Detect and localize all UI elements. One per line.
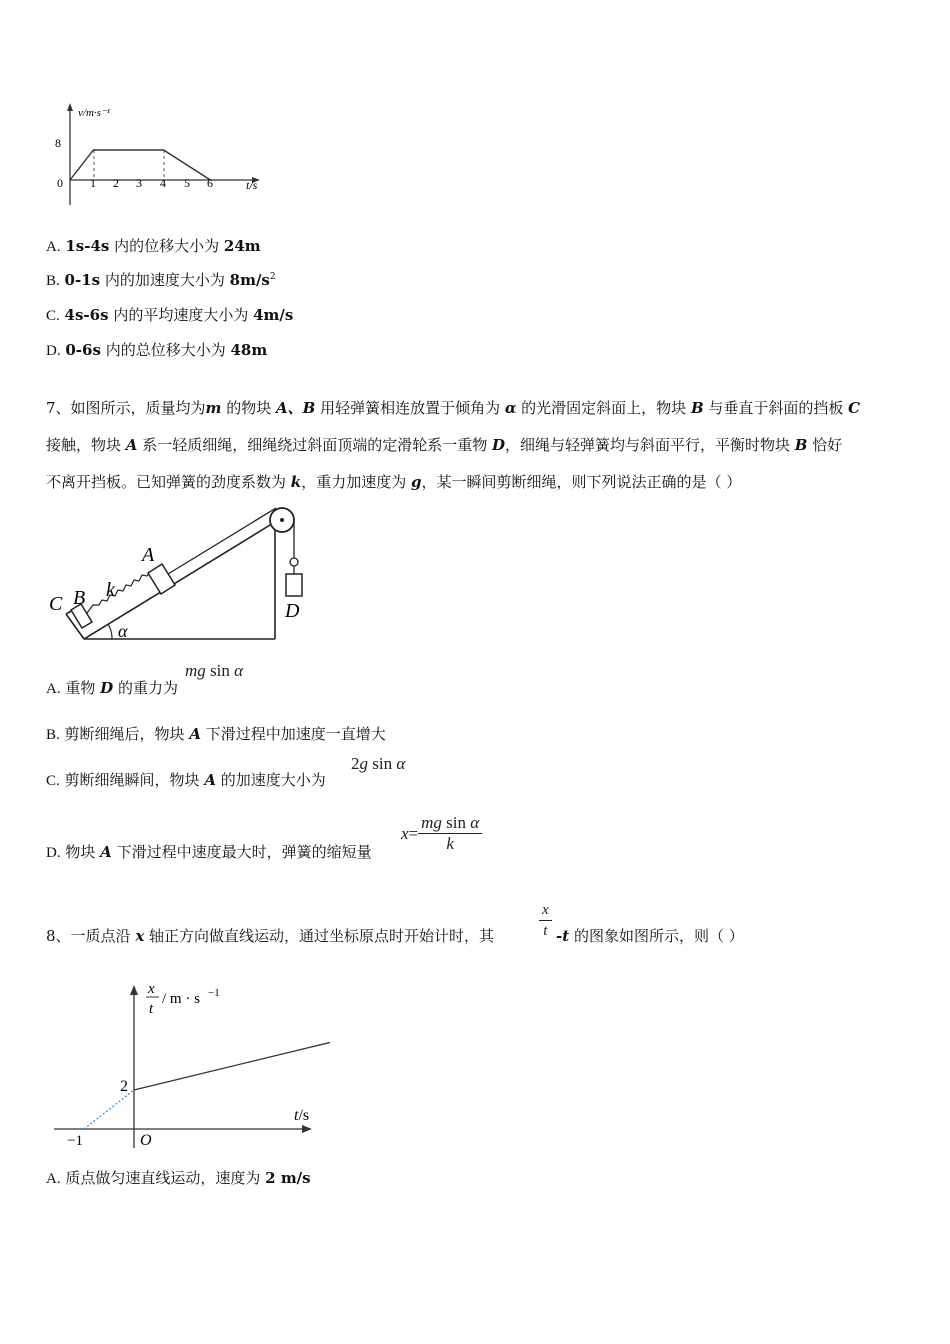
q7-option-d-formula: x = $\frac{\text{mg sin α}}{k}$ bbox=[401, 813, 482, 854]
q6-y-arrow bbox=[67, 103, 73, 111]
label-b: B bbox=[73, 587, 86, 609]
var-b: B bbox=[794, 436, 808, 454]
q6-y-tick-8: 8 bbox=[55, 136, 61, 150]
spring-k bbox=[87, 571, 151, 613]
q8-data-line bbox=[134, 1026, 330, 1090]
option-letter: B. bbox=[46, 727, 60, 743]
q8-extrapolated-line bbox=[84, 1090, 134, 1129]
stem-text: 不离开挡板。已知弹簧的劲度系数为 bbox=[46, 473, 291, 491]
q6-option-a[interactable] bbox=[46, 235, 261, 256]
option-superscript: 2 bbox=[269, 272, 276, 282]
q7-option-c-formula: 2g sin α bbox=[351, 754, 406, 773]
label-a: A bbox=[142, 544, 155, 566]
q8-origin: O bbox=[140, 1132, 152, 1149]
stem-text: 用轻弹簧相连放置于倾角为 bbox=[315, 399, 505, 417]
option-text: 重物 bbox=[65, 679, 101, 697]
q6-x-tick-3: 3 bbox=[136, 176, 142, 190]
q7-option-a-formula: mg sin α bbox=[185, 661, 244, 680]
stem-text: 的图象如图所示，则（ ） bbox=[569, 927, 744, 945]
q8-y-arrow bbox=[130, 985, 138, 995]
q7-option-d[interactable] bbox=[46, 841, 372, 862]
q7-stem-line-3 bbox=[46, 471, 741, 492]
q6-x-tick-4: 4 bbox=[160, 176, 166, 190]
q8-x-tick-neg1: −1 bbox=[67, 1133, 83, 1149]
stem-text: ，某一瞬间剪断细绳，则下列说法正确的是（ ） bbox=[421, 473, 742, 491]
q8-stem-fraction: $\frac{x}{t}$ bbox=[539, 900, 552, 941]
angle-arc bbox=[108, 624, 112, 639]
q7-option-c[interactable] bbox=[46, 769, 326, 790]
q8-y-label-den: t bbox=[149, 1001, 154, 1017]
label-c: C bbox=[49, 593, 63, 615]
q6-x-label: t/s bbox=[246, 178, 258, 192]
var-a: A bbox=[204, 771, 216, 789]
q6-y-label: v/m·s⁻¹ bbox=[78, 107, 111, 119]
q8-option-a[interactable] bbox=[46, 1167, 311, 1188]
stem-text: 的物块 bbox=[221, 399, 276, 417]
q8-stem bbox=[46, 925, 494, 946]
var-ab: A、B bbox=[275, 399, 316, 417]
q7-stem-line-2 bbox=[46, 434, 842, 455]
option-letter: D. bbox=[46, 343, 61, 359]
q6-option-d[interactable] bbox=[46, 339, 267, 360]
option-text: 物块 bbox=[65, 843, 101, 861]
var-a: A bbox=[100, 843, 112, 861]
option-text: 内的位移大小为 bbox=[109, 237, 224, 255]
var-a: A bbox=[189, 725, 201, 743]
stem-text: ，细绳与轻弹簧均与斜面平行，平衡时物块 bbox=[504, 436, 795, 454]
option-letter: B. bbox=[46, 273, 60, 289]
stem-text: 系一轻质细绳，细绳绕过斜面顶端的定滑轮系一重物 bbox=[137, 436, 492, 454]
option-time-range: 0-1s bbox=[64, 271, 101, 289]
stem-text: - bbox=[556, 927, 563, 945]
var-alpha: α bbox=[504, 399, 517, 417]
option-text: 下滑过程中加速度一直增大 bbox=[200, 725, 386, 743]
pulley-axle bbox=[280, 518, 284, 522]
q7-stem-line-1 bbox=[46, 397, 860, 418]
var-t: t bbox=[562, 927, 570, 945]
option-text: 内的总位移大小为 bbox=[100, 341, 231, 359]
option-letter: D. bbox=[46, 845, 61, 861]
q6-x-tick-6: 6 bbox=[207, 176, 213, 190]
stem-text: 的光滑固定斜面上，物块 bbox=[516, 399, 691, 417]
stem-text: ，重力加速度为 bbox=[301, 473, 411, 491]
option-time-range: 0-6s bbox=[65, 341, 101, 359]
q8-y-label-exp: −1 bbox=[208, 987, 220, 999]
var-m: m bbox=[205, 399, 222, 417]
q8-y-tick-2: 2 bbox=[120, 1078, 128, 1095]
option-letter: C. bbox=[46, 773, 60, 789]
stem-text: 恰好 bbox=[807, 436, 843, 454]
label-d: D bbox=[285, 600, 300, 622]
q8-y-label-num: x bbox=[148, 981, 155, 997]
option-text: 剪断细绳后，物块 bbox=[64, 725, 190, 743]
q6-x-tick-1: 1 bbox=[90, 176, 96, 190]
q6-x-tick-0: 0 bbox=[57, 176, 63, 190]
weight-d bbox=[286, 574, 302, 596]
q7-option-a[interactable] bbox=[46, 677, 178, 698]
q8-x-arrow bbox=[302, 1125, 312, 1133]
option-time-range: 4s-6s bbox=[64, 306, 109, 324]
stem-text: 接触，物块 bbox=[46, 436, 126, 454]
option-text: 质点做匀速直线运动，速度为 bbox=[65, 1169, 266, 1187]
label-alpha: α bbox=[118, 621, 128, 641]
q7-option-b[interactable] bbox=[46, 723, 386, 744]
stem-text: 7、如图所示，质量均为 bbox=[46, 399, 206, 417]
q6-option-c[interactable] bbox=[46, 304, 293, 325]
option-text: 内的加速度大小为 bbox=[100, 271, 230, 289]
rope bbox=[168, 508, 276, 574]
option-text: 的重力为 bbox=[113, 679, 178, 697]
q8-stem-tail bbox=[556, 925, 744, 946]
option-text: 剪断细绳瞬间，物块 bbox=[64, 771, 205, 789]
stem-text: 轴正方向做直线运动，通过坐标原点时开始计时，其 bbox=[144, 927, 495, 945]
option-value: 2 m/s bbox=[265, 1169, 311, 1187]
option-value: 8m/s bbox=[229, 271, 270, 289]
stem-text: 与垂直于斜面的挡板 bbox=[703, 399, 849, 417]
q8-xt-chart bbox=[50, 970, 330, 1155]
var-x: x bbox=[135, 927, 145, 945]
option-letter: A. bbox=[46, 1171, 61, 1187]
var-k: k bbox=[290, 473, 302, 491]
fraction: $\frac{\text{mg sin α}}{k}$ bbox=[418, 813, 482, 854]
var-g: g bbox=[410, 473, 422, 491]
q6-x-tick-5: 5 bbox=[184, 176, 190, 190]
option-value: 4m/s bbox=[253, 306, 294, 324]
var-b: B bbox=[690, 399, 704, 417]
option-letter: A. bbox=[46, 681, 61, 697]
option-text: 下滑过程中速度最大时，弹簧的缩短量 bbox=[111, 843, 372, 861]
block-a bbox=[148, 564, 175, 594]
option-value: 24m bbox=[223, 237, 261, 255]
var-d: D bbox=[491, 436, 505, 454]
option-value: 48m bbox=[230, 341, 268, 359]
var-a: A bbox=[125, 436, 138, 454]
var-d: D bbox=[100, 679, 114, 697]
option-letter: A. bbox=[46, 239, 61, 255]
q6-option-b[interactable] bbox=[46, 269, 276, 290]
q7-incline-figure bbox=[44, 500, 324, 650]
stem-text: 8、一质点沿 bbox=[46, 927, 136, 945]
label-k: k bbox=[106, 579, 115, 601]
option-time-range: 1s-4s bbox=[65, 237, 110, 255]
q6-vt-chart bbox=[50, 100, 270, 215]
option-text: 内的平均速度大小为 bbox=[108, 306, 254, 324]
option-text: 的加速度大小为 bbox=[215, 771, 326, 789]
q6-x-tick-2: 2 bbox=[113, 176, 119, 190]
hook bbox=[290, 558, 298, 566]
q8-x-label: t/s bbox=[294, 1107, 310, 1124]
var-c: C bbox=[848, 399, 861, 417]
q8-y-label-unit: / m · s bbox=[162, 991, 200, 1007]
option-letter: C. bbox=[46, 308, 60, 324]
